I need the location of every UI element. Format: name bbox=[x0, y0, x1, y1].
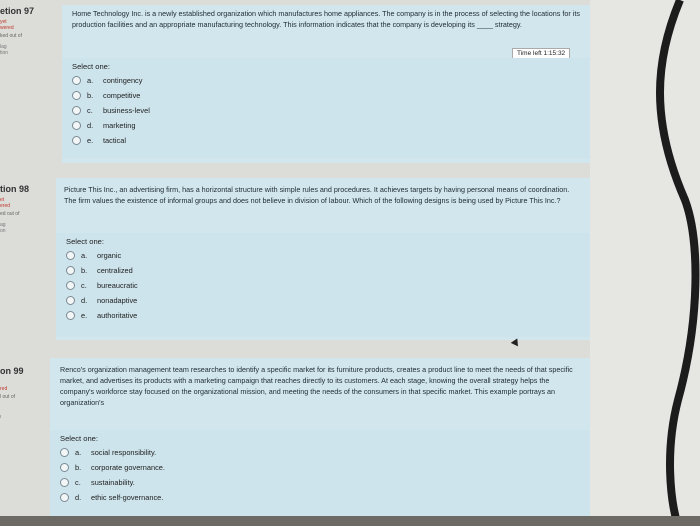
question-marks: ked out of bbox=[0, 33, 22, 39]
radio-button[interactable] bbox=[66, 311, 75, 320]
question-status: red bbox=[0, 386, 8, 392]
option-row[interactable] bbox=[60, 490, 580, 505]
screen-edge-curve bbox=[600, 0, 700, 526]
radio-button[interactable] bbox=[60, 478, 69, 487]
question-info-97 bbox=[0, 6, 50, 56]
option-letter: e. bbox=[81, 311, 88, 320]
question-number: tion 98 bbox=[0, 184, 30, 194]
option-letter: c. bbox=[87, 106, 93, 115]
option-row[interactable] bbox=[66, 308, 580, 323]
select-one-label: Select one: bbox=[66, 237, 104, 246]
option-letter: b. bbox=[87, 91, 94, 100]
option-letter: d. bbox=[87, 121, 94, 130]
option-label: corporate governance. bbox=[91, 463, 165, 472]
radio-button[interactable] bbox=[72, 136, 81, 145]
option-letter: b. bbox=[81, 266, 88, 275]
option-letter: d. bbox=[81, 296, 88, 305]
option-row[interactable] bbox=[72, 133, 580, 148]
radio-button[interactable] bbox=[66, 266, 75, 275]
radio-button[interactable] bbox=[72, 91, 81, 100]
radio-button[interactable] bbox=[66, 281, 75, 290]
option-label: social responsibility. bbox=[91, 448, 157, 457]
options-list bbox=[66, 248, 580, 323]
option-letter: a. bbox=[87, 76, 94, 85]
option-letter: c. bbox=[75, 478, 81, 487]
select-one-label: Select one: bbox=[60, 434, 98, 443]
option-row[interactable] bbox=[66, 293, 580, 308]
option-row[interactable] bbox=[66, 278, 580, 293]
flag-question-link[interactable]: lag tion bbox=[0, 44, 9, 56]
question-text: Renco's organization management team researches to identify a specific market for its furniture products, creates a product line to meet the needs of that specific market, and advertises its products with a marketing campaign that reaches directly to its customers. At each stage, knowing the overall strategy helps the company's workforce stay focused on the organizational mission, and meeting the needs of the consumers in that specific market. This example portrays an organization's bbox=[60, 365, 573, 407]
question-info-98 bbox=[0, 184, 50, 234]
option-row[interactable] bbox=[72, 73, 580, 88]
option-row[interactable] bbox=[60, 475, 580, 490]
option-row[interactable] bbox=[72, 88, 580, 103]
option-letter: d. bbox=[75, 493, 82, 502]
option-row[interactable] bbox=[66, 263, 580, 278]
radio-button[interactable] bbox=[72, 121, 81, 130]
options-list bbox=[72, 73, 580, 148]
time-left-badge: Time left 1:15:32 bbox=[512, 48, 570, 59]
option-row[interactable] bbox=[66, 248, 580, 263]
option-letter: a. bbox=[75, 448, 82, 457]
question-marks: ed out of bbox=[0, 211, 20, 217]
option-label: centralized bbox=[97, 266, 133, 275]
option-row[interactable] bbox=[60, 460, 580, 475]
question-status: et ered bbox=[0, 197, 11, 209]
radio-button[interactable] bbox=[66, 296, 75, 305]
radio-button[interactable] bbox=[60, 493, 69, 502]
bottom-bar bbox=[0, 516, 700, 526]
answer-box-98 bbox=[56, 233, 590, 337]
option-letter: b. bbox=[75, 463, 82, 472]
option-label: bureaucratic bbox=[97, 281, 138, 290]
question-info-99 bbox=[0, 366, 50, 420]
radio-button[interactable] bbox=[66, 251, 75, 260]
flag-question-link[interactable]: ag on bbox=[0, 222, 6, 234]
radio-button[interactable] bbox=[60, 463, 69, 472]
option-label: nonadaptive bbox=[97, 296, 138, 305]
question-marks: l out of bbox=[0, 394, 16, 400]
answer-box-99 bbox=[50, 430, 590, 516]
option-label: competitive bbox=[103, 91, 141, 100]
option-row[interactable] bbox=[60, 445, 580, 460]
question-text: Home Technology Inc. is a newly established organization which manufactures home appliances. The company is in the process of selecting the locations for its production facilities and an appropriate manufacturing technology. This information indicates that the company is developing its ____ strategy. bbox=[72, 9, 580, 29]
question-status: yet wered bbox=[0, 19, 14, 31]
option-label: authoritative bbox=[97, 311, 138, 320]
option-label: organic bbox=[97, 251, 122, 260]
options-list bbox=[60, 445, 580, 505]
option-label: marketing bbox=[103, 121, 136, 130]
select-one-label: Select one: bbox=[72, 62, 110, 71]
option-letter: e. bbox=[87, 136, 94, 145]
option-row[interactable] bbox=[72, 103, 580, 118]
option-label: business-level bbox=[103, 106, 150, 115]
radio-button[interactable] bbox=[72, 106, 81, 115]
option-letter: a. bbox=[81, 251, 88, 260]
question-number: etion 97 bbox=[0, 6, 35, 16]
question-number: on 99 bbox=[0, 366, 24, 376]
option-label: tactical bbox=[103, 136, 127, 145]
option-label: ethic self-governance. bbox=[91, 493, 164, 502]
option-letter: c. bbox=[81, 281, 87, 290]
option-label: sustainability. bbox=[91, 478, 135, 487]
option-row[interactable] bbox=[72, 118, 580, 133]
question-text: Picture This Inc., an advertising firm, has a horizontal structure with simple rules and procedures. It achieves targets by having personal means of coordination. The firm values the existence of informal groups and does not believe in division of labour. Which of the following designs is being used by Picture This Inc.? bbox=[64, 185, 570, 205]
flag-question-link[interactable]: ı bbox=[0, 414, 2, 420]
answer-box-97 bbox=[62, 58, 590, 158]
radio-button[interactable] bbox=[72, 76, 81, 85]
option-label: contingency bbox=[103, 76, 143, 85]
radio-button[interactable] bbox=[60, 448, 69, 457]
